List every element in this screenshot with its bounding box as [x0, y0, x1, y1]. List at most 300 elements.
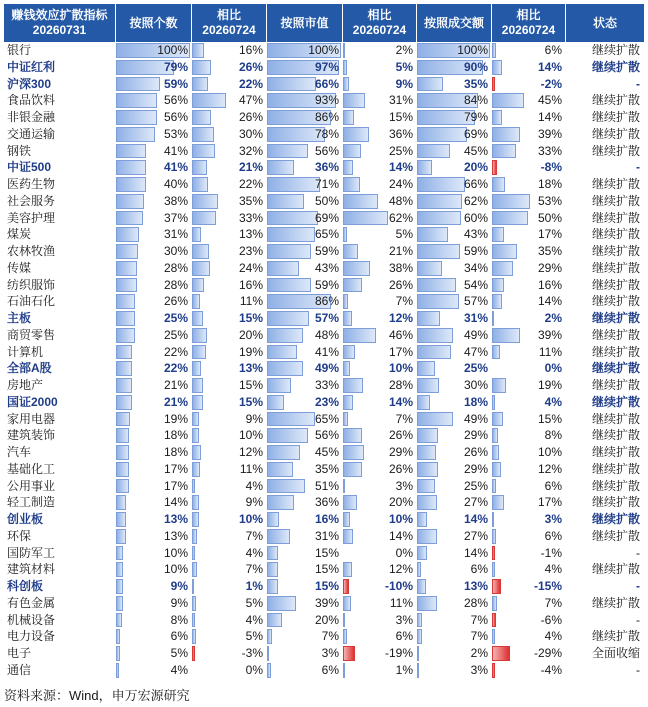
- status-cell: 继续扩散: [591, 59, 640, 74]
- positive-bar: [492, 177, 505, 192]
- volume-cell: [417, 494, 492, 511]
- positive-bar: [267, 629, 272, 644]
- positive-bar: [492, 294, 502, 309]
- positive-bar: [192, 227, 201, 242]
- cell-value: 11%: [239, 294, 263, 309]
- positive-bar: [417, 127, 467, 142]
- status-cell: 继续扩散: [591, 411, 640, 426]
- row-name: 非银金融: [4, 109, 116, 126]
- cell-value: 14%: [463, 545, 488, 560]
- count-delta-cell: [192, 126, 267, 143]
- positive-bar: [492, 445, 499, 460]
- cell-value: 38%: [388, 260, 413, 275]
- row-name: 公用事业: [4, 478, 116, 495]
- cell-value: 50%: [537, 210, 562, 225]
- volume-cell: [417, 243, 492, 260]
- positive-bar: [417, 294, 459, 309]
- positive-bar: [343, 311, 352, 326]
- status-cell: 继续扩散: [591, 93, 640, 108]
- positive-bar: [116, 311, 135, 326]
- count-delta-cell: [192, 226, 267, 243]
- cell-value: 35%: [314, 461, 339, 476]
- header-mcap-delta: 相比 20260724: [343, 4, 417, 42]
- volume-cell: [417, 461, 492, 478]
- cell-value: 53%: [537, 193, 562, 208]
- cell-value: -1%: [540, 545, 562, 560]
- positive-bar: [116, 93, 157, 108]
- positive-bar: [417, 445, 436, 460]
- volume-delta-cell: [492, 461, 566, 478]
- mcap-cell: [267, 645, 343, 662]
- volume-delta-cell: [492, 260, 566, 277]
- volume-delta-cell: [492, 143, 566, 160]
- cell-value: 62%: [463, 193, 488, 208]
- positive-bar: [116, 445, 129, 460]
- negative-bar: [492, 77, 495, 92]
- mcap-cell: [267, 310, 343, 327]
- cell-value: 21%: [388, 244, 413, 258]
- header-volume-delta: 相比 20260724: [492, 4, 566, 42]
- status-cell: 继续扩散: [591, 461, 640, 476]
- cell-value: 43%: [314, 260, 339, 275]
- cell-value: 25%: [163, 327, 188, 342]
- cell-value: -19%: [384, 646, 413, 660]
- status-cell: 继续扩散: [591, 394, 640, 409]
- cell-value: 15%: [388, 110, 413, 124]
- row-name: 中证红利: [4, 59, 116, 76]
- mcap-cell: [267, 109, 343, 126]
- cell-value: -6%: [540, 612, 562, 627]
- cell-value: 30%: [238, 126, 263, 141]
- row-name: 农林牧渔: [4, 243, 116, 260]
- cell-value: 49%: [314, 361, 339, 376]
- cell-value: 22%: [163, 361, 188, 376]
- row-name: 医药生物: [4, 176, 116, 193]
- cell-value: 45%: [314, 445, 339, 459]
- positive-bar: [267, 328, 303, 343]
- positive-bar: [267, 579, 278, 594]
- cell-value: 59%: [463, 244, 488, 258]
- status-cell: 继续扩散: [591, 595, 640, 610]
- mcap-delta-cell: [343, 411, 417, 428]
- count-delta-cell: [192, 59, 267, 76]
- mcap-delta-cell: [343, 494, 417, 511]
- cell-value: 20%: [238, 327, 263, 342]
- mcap-delta-cell: [343, 143, 417, 160]
- positive-bar: [192, 512, 199, 527]
- count-cell: [116, 226, 192, 243]
- positive-bar: [192, 43, 204, 58]
- mcap-delta-cell: [343, 427, 417, 444]
- positive-bar: [417, 361, 435, 376]
- volume-cell: [417, 327, 492, 344]
- header-index: 赚钱效应扩散指标 20260731: [4, 4, 116, 42]
- positive-bar: [267, 596, 296, 611]
- cell-value: 47%: [238, 93, 263, 108]
- positive-bar: [267, 613, 282, 628]
- count-cell: [116, 92, 192, 109]
- mcap-delta-cell: [343, 444, 417, 461]
- volume-delta-cell: [492, 427, 566, 444]
- cell-value: 23%: [238, 244, 263, 258]
- positive-bar: [192, 412, 199, 427]
- row-name: 纺织服饰: [4, 277, 116, 294]
- cell-value: 26%: [388, 428, 413, 443]
- volume-delta-cell: [492, 628, 566, 645]
- cell-value: 14%: [388, 394, 413, 409]
- cell-value: 13%: [238, 227, 263, 242]
- status-cell: 继续扩散: [591, 294, 640, 309]
- positive-bar: [492, 194, 530, 209]
- positive-bar: [116, 495, 126, 510]
- count-cell: [116, 42, 192, 59]
- negative-bar: [343, 646, 355, 661]
- cell-value: -8%: [540, 160, 562, 175]
- row-name: 汽车: [4, 444, 116, 461]
- mcap-delta-cell: [343, 76, 417, 93]
- table-row: [4, 243, 644, 260]
- header-mcap: 按照市值: [267, 4, 343, 42]
- positive-bar: [492, 596, 497, 611]
- positive-bar: [417, 227, 448, 242]
- cell-value: 14%: [537, 59, 562, 74]
- diffusion-table: [4, 4, 644, 679]
- status-cell: 继续扩散: [591, 210, 640, 225]
- positive-bar: [116, 328, 135, 343]
- positive-bar: [343, 663, 345, 678]
- count-delta-cell: [192, 260, 267, 277]
- table-row: [4, 226, 644, 243]
- positive-bar: [267, 512, 279, 527]
- cell-value: 6%: [170, 629, 188, 644]
- volume-cell: [417, 126, 492, 143]
- volume-delta-cell: [492, 377, 566, 394]
- volume-cell: [417, 645, 492, 662]
- volume-delta-cell: [492, 42, 566, 59]
- table-row: [4, 662, 644, 679]
- volume-delta-cell: [492, 528, 566, 545]
- cell-value: 15%: [238, 378, 263, 392]
- cell-value: 6%: [395, 629, 413, 644]
- volume-delta-cell: [492, 310, 566, 327]
- count-cell: [116, 561, 192, 578]
- mcap-delta-cell: [343, 561, 417, 578]
- cell-value: 28%: [463, 595, 488, 610]
- table-row: [4, 461, 644, 478]
- cell-value: 27%: [463, 495, 488, 510]
- positive-bar: [267, 345, 297, 360]
- cell-value: 20%: [463, 160, 488, 175]
- count-delta-cell: [192, 277, 267, 294]
- cell-value: 9%: [245, 495, 263, 510]
- volume-cell: [417, 612, 492, 629]
- mcap-delta-cell: [343, 628, 417, 645]
- mcap-delta-cell: [343, 210, 417, 227]
- mcap-delta-cell: [343, 377, 417, 394]
- table-row: [4, 344, 644, 361]
- positive-bar: [492, 395, 495, 410]
- positive-bar: [116, 546, 123, 561]
- cell-value: 9%: [170, 579, 188, 593]
- volume-cell: [417, 662, 492, 679]
- positive-bar: [267, 395, 284, 410]
- volume-delta-cell: [492, 243, 566, 260]
- positive-bar: [116, 529, 126, 544]
- positive-bar: [417, 512, 427, 527]
- mcap-cell: [267, 159, 343, 176]
- positive-bar: [343, 278, 362, 293]
- volume-cell: [417, 210, 492, 227]
- volume-cell: [417, 193, 492, 210]
- cell-value: 31%: [314, 528, 339, 543]
- count-cell: [116, 411, 192, 428]
- mcap-cell: [267, 76, 343, 93]
- table-header: [4, 4, 644, 42]
- mcap-delta-cell: [343, 344, 417, 361]
- cell-value: 31%: [463, 311, 488, 325]
- cell-value: 20%: [388, 495, 413, 510]
- cell-value: 78%: [314, 126, 339, 141]
- mcap-delta-cell: [343, 612, 417, 629]
- cell-value: 15%: [238, 394, 263, 409]
- mcap-cell: [267, 478, 343, 495]
- cell-value: 57%: [463, 294, 488, 309]
- positive-bar: [417, 613, 422, 628]
- mcap-cell: [267, 226, 343, 243]
- positive-bar: [267, 278, 311, 293]
- positive-bar: [417, 160, 432, 175]
- positive-bar: [192, 596, 196, 611]
- volume-cell: [417, 377, 492, 394]
- cell-value: 16%: [537, 277, 562, 292]
- positive-bar: [492, 211, 528, 226]
- table-row: [4, 595, 644, 612]
- mcap-cell: [267, 528, 343, 545]
- cell-value: 19%: [163, 411, 188, 426]
- mcap-cell: [267, 243, 343, 260]
- mcap-delta-cell: [343, 478, 417, 495]
- volume-cell: [417, 578, 492, 595]
- count-cell: [116, 327, 192, 344]
- positive-bar: [267, 428, 308, 443]
- positive-bar: [492, 629, 495, 644]
- positive-bar: [116, 227, 139, 242]
- mcap-cell: [267, 461, 343, 478]
- cell-value: 10%: [537, 445, 562, 459]
- positive-bar: [267, 495, 294, 510]
- cell-value: 38%: [163, 193, 188, 208]
- positive-bar: [267, 479, 305, 494]
- header-volume: 按照成交额: [417, 4, 492, 42]
- cell-value: 6%: [544, 528, 562, 543]
- positive-bar: [267, 663, 271, 678]
- positive-bar: [192, 345, 206, 360]
- count-delta-cell: [192, 394, 267, 411]
- cell-value: 71%: [314, 177, 339, 191]
- cell-value: 28%: [163, 260, 188, 275]
- table-row: [4, 411, 644, 428]
- positive-bar: [267, 646, 269, 661]
- mcap-delta-cell: [343, 645, 417, 662]
- mcap-delta-cell: [343, 360, 417, 377]
- positive-bar: [343, 110, 354, 125]
- cell-value: 84%: [463, 93, 488, 108]
- positive-bar: [492, 328, 520, 343]
- mcap-cell: [267, 327, 343, 344]
- cell-value: 56%: [163, 93, 188, 108]
- cell-value: 39%: [537, 327, 562, 342]
- cell-value: 24%: [388, 177, 413, 191]
- positive-bar: [492, 278, 504, 293]
- positive-bar: [192, 546, 195, 561]
- mcap-delta-cell: [343, 528, 417, 545]
- table-row: [4, 143, 644, 160]
- mcap-cell: [267, 411, 343, 428]
- positive-bar: [116, 579, 123, 594]
- status-cell: 继续扩散: [591, 478, 640, 493]
- count-delta-cell: [192, 310, 267, 327]
- row-name: 电力设备: [4, 628, 116, 645]
- volume-delta-cell: [492, 92, 566, 109]
- volume-cell: [417, 545, 492, 562]
- positive-bar: [492, 311, 494, 326]
- positive-bar: [492, 412, 503, 427]
- positive-bar: [267, 177, 320, 192]
- positive-bar: [417, 462, 438, 477]
- cell-value: 26%: [388, 277, 413, 292]
- cell-value: 17%: [163, 461, 188, 476]
- cell-value: 14%: [163, 495, 188, 510]
- status-cell: 继续扩散: [591, 193, 640, 208]
- cell-value: 10%: [238, 512, 263, 526]
- table-row: [4, 645, 644, 662]
- volume-cell: [417, 59, 492, 76]
- positive-bar: [192, 462, 200, 477]
- status-cell: 继续扩散: [591, 311, 640, 325]
- status-cell: -: [636, 662, 640, 677]
- count-delta-cell: [192, 360, 267, 377]
- count-delta-cell: [192, 411, 267, 428]
- table-row: [4, 126, 644, 143]
- cell-value: 2%: [544, 311, 562, 325]
- positive-bar: [192, 93, 226, 108]
- status-cell: -: [636, 160, 640, 175]
- positive-bar: [116, 160, 146, 175]
- positive-bar: [116, 261, 137, 276]
- cell-value: 0%: [245, 662, 263, 677]
- row-name: 中证500: [4, 159, 116, 176]
- positive-bar: [417, 479, 435, 494]
- cell-value: 36%: [314, 160, 339, 175]
- positive-bar: [192, 177, 208, 192]
- volume-cell: [417, 528, 492, 545]
- row-name: 建筑装饰: [4, 427, 116, 444]
- mcap-cell: [267, 628, 343, 645]
- cell-value: 7%: [395, 411, 413, 426]
- volume-cell: [417, 42, 492, 59]
- cell-value: 26%: [163, 294, 188, 309]
- positive-bar: [343, 378, 363, 393]
- positive-bar: [192, 428, 199, 443]
- cell-value: 17%: [537, 495, 562, 510]
- cell-value: 59%: [314, 244, 339, 258]
- volume-delta-cell: [492, 578, 566, 595]
- positive-bar: [192, 529, 197, 544]
- positive-bar: [417, 395, 430, 410]
- row-name: 环保: [4, 528, 116, 545]
- count-cell: [116, 595, 192, 612]
- count-cell: [116, 59, 192, 76]
- count-delta-cell: [192, 109, 267, 126]
- row-name: 全部A股: [4, 360, 116, 377]
- volume-delta-cell: [492, 344, 566, 361]
- cell-value: 50%: [314, 193, 339, 208]
- cell-value: 22%: [238, 177, 263, 191]
- cell-value: 86%: [314, 294, 339, 309]
- positive-bar: [417, 412, 453, 427]
- table-row: [4, 494, 644, 511]
- table-row: [4, 628, 644, 645]
- count-cell: [116, 528, 192, 545]
- mcap-cell: [267, 42, 343, 59]
- cell-value: 22%: [163, 344, 188, 359]
- table-row: [4, 176, 644, 193]
- table-row: [4, 561, 644, 578]
- count-delta-cell: [192, 176, 267, 193]
- positive-bar: [116, 345, 132, 360]
- cell-value: 51%: [314, 478, 339, 493]
- count-delta-cell: [192, 578, 267, 595]
- cell-value: 33%: [238, 210, 263, 225]
- cell-value: -4%: [540, 662, 562, 677]
- cell-value: 31%: [163, 227, 188, 242]
- row-name: 石油石化: [4, 293, 116, 310]
- volume-cell: [417, 176, 492, 193]
- mcap-delta-cell: [343, 109, 417, 126]
- cell-value: 12%: [238, 445, 263, 459]
- count-cell: [116, 662, 192, 679]
- mcap-delta-cell: [343, 461, 417, 478]
- cell-value: 21%: [238, 160, 263, 175]
- cell-value: 29%: [388, 445, 413, 459]
- cell-value: 49%: [463, 327, 488, 342]
- positive-bar: [343, 495, 357, 510]
- cell-value: 11%: [538, 344, 562, 359]
- mcap-cell: [267, 612, 343, 629]
- mcap-cell: [267, 126, 343, 143]
- cell-value: 29%: [463, 461, 488, 476]
- positive-bar: [267, 361, 303, 376]
- cell-value: 8%: [170, 612, 188, 627]
- table-row: [4, 109, 644, 126]
- row-name: 沪深300: [4, 76, 116, 93]
- count-delta-cell: [192, 662, 267, 679]
- table-row: [4, 277, 644, 294]
- cell-value: 11%: [389, 595, 413, 610]
- cell-value: 26%: [388, 461, 413, 476]
- count-cell: [116, 126, 192, 143]
- cell-value: 4%: [544, 562, 562, 577]
- positive-bar: [116, 194, 144, 209]
- row-name: 传媒: [4, 260, 116, 277]
- positive-bar: [116, 596, 123, 611]
- row-name: 美容护理: [4, 210, 116, 227]
- count-cell: [116, 360, 192, 377]
- positive-bar: [417, 562, 421, 577]
- cell-value: 16%: [238, 277, 263, 292]
- positive-bar: [417, 177, 465, 192]
- mcap-cell: [267, 277, 343, 294]
